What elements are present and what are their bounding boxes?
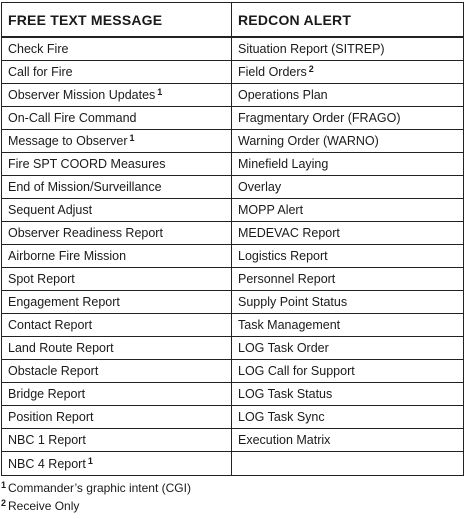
column-header-free-text-message: FREE TEXT MESSAGE <box>2 3 232 38</box>
redcon-alert-cell <box>232 199 464 222</box>
free-text-message-cell <box>2 268 232 291</box>
cell-label: Fragmentary Order (FRAGO) <box>238 111 401 125</box>
table-header-row <box>2 3 464 38</box>
footnote <box>1 479 191 497</box>
table-row <box>2 222 464 245</box>
table-row <box>2 337 464 360</box>
cell-label: MOPP Alert <box>238 203 304 217</box>
cell-label: Warning Order (WARNO) <box>238 134 379 148</box>
table-row <box>2 291 464 314</box>
free-text-message-cell <box>2 130 232 153</box>
cell-label: Engagement Report <box>8 295 120 309</box>
cell-label: Observer Readiness Report <box>8 226 163 240</box>
cell-label: Position Report <box>8 410 94 424</box>
free-text-message-cell <box>2 360 232 383</box>
redcon-alert-cell <box>232 107 464 130</box>
table-row <box>2 153 464 176</box>
cell-label: Minefield Laying <box>238 157 329 171</box>
cell-label: Operations Plan <box>238 88 328 102</box>
cell-label: Task Management <box>238 318 341 332</box>
table-row <box>2 37 464 61</box>
free-text-message-cell <box>2 37 232 61</box>
free-text-message-cell <box>2 406 232 429</box>
redcon-alert-cell <box>232 268 464 291</box>
column-header-redcon-alert: REDCON ALERT <box>232 3 464 38</box>
cell-label: Bridge Report <box>8 387 86 401</box>
redcon-alert-cell <box>232 429 464 452</box>
free-text-message-cell <box>2 84 232 107</box>
cell-label: Supply Point Status <box>238 295 348 309</box>
redcon-alert-cell <box>232 245 464 268</box>
cell-label: End of Mission/Surveillance <box>8 180 162 194</box>
cell-label: Contact Report <box>8 318 93 332</box>
redcon-alert-cell <box>232 130 464 153</box>
cell-label: LOG Task Sync <box>238 410 325 424</box>
cell-label: Sequent Adjust <box>8 203 93 217</box>
redcon-alert-cell <box>232 406 464 429</box>
free-text-message-cell <box>2 383 232 406</box>
table-row <box>2 84 464 107</box>
message-types-table <box>1 2 464 476</box>
redcon-alert-cell <box>232 37 464 61</box>
cell-label: On-Call Fire Command <box>8 111 137 125</box>
cell-label: Fire SPT COORD Measures <box>8 157 166 171</box>
footnote-reference: 1 <box>157 87 163 97</box>
cell-label: Overlay <box>238 180 282 194</box>
table-row <box>2 406 464 429</box>
table-row <box>2 314 464 337</box>
free-text-message-cell <box>2 429 232 452</box>
table-row <box>2 130 464 153</box>
cell-label: LOG Call for Support <box>238 364 355 378</box>
footnote-text: Receive Only <box>8 499 80 513</box>
table-body <box>2 37 464 476</box>
table-row <box>2 199 464 222</box>
free-text-message-cell <box>2 199 232 222</box>
footnote <box>1 497 191 515</box>
free-text-message-cell <box>2 107 232 130</box>
free-text-message-cell <box>2 314 232 337</box>
redcon-alert-cell <box>232 314 464 337</box>
footnote-reference: 2 <box>308 64 314 74</box>
free-text-message-cell <box>2 61 232 84</box>
table-row <box>2 176 464 199</box>
redcon-alert-cell <box>232 176 464 199</box>
free-text-message-cell <box>2 291 232 314</box>
footnote-mark: 2 <box>1 498 7 508</box>
free-text-message-cell <box>2 452 232 476</box>
footnote-mark: 1 <box>1 480 7 490</box>
free-text-message-cell <box>2 222 232 245</box>
footnote-reference: 1 <box>87 455 93 466</box>
table-row <box>2 245 464 268</box>
cell-label: Logistics Report <box>238 249 328 263</box>
cell-label: Obstacle Report <box>8 364 99 378</box>
table-row <box>2 360 464 383</box>
free-text-message-cell <box>2 153 232 176</box>
cell-label: Observer Mission Updates <box>8 88 156 102</box>
cell-label: MEDEVAC Report <box>238 226 340 240</box>
cell-label: NBC 4 Report <box>8 456 86 471</box>
table-row <box>2 61 464 84</box>
redcon-alert-cell <box>232 383 464 406</box>
cell-label: Call for Fire <box>8 65 73 79</box>
cell-label: Situation Report (SITREP) <box>238 42 385 56</box>
table-row <box>2 268 464 291</box>
redcon-alert-cell <box>232 84 464 107</box>
footnote-text: Commander’s graphic intent (CGI) <box>8 481 191 495</box>
redcon-alert-cell <box>232 360 464 383</box>
redcon-alert-cell <box>232 337 464 360</box>
cell-label: Land Route Report <box>8 341 114 355</box>
footnote-reference: 1 <box>129 133 135 143</box>
table-row <box>2 383 464 406</box>
cell-label: Personnel Report <box>238 272 336 286</box>
cell-label: Check Fire <box>8 42 69 56</box>
cell-label: Airborne Fire Mission <box>8 249 127 263</box>
cell-label: Field Orders <box>238 65 307 79</box>
cell-label: NBC 1 Report <box>8 433 86 447</box>
cell-label: Spot Report <box>8 272 75 286</box>
redcon-alert-cell <box>232 61 464 84</box>
cell-label: LOG Task Status <box>238 387 333 401</box>
free-text-message-cell <box>2 337 232 360</box>
cell-label: Message to Observer <box>8 134 128 148</box>
cell-label: LOG Task Order <box>238 341 329 355</box>
redcon-alert-cell <box>232 452 464 476</box>
free-text-message-cell <box>2 176 232 199</box>
free-text-message-cell <box>2 245 232 268</box>
table-row <box>2 107 464 130</box>
redcon-alert-cell <box>232 291 464 314</box>
cell-label: Execution Matrix <box>238 433 331 447</box>
redcon-alert-cell <box>232 153 464 176</box>
redcon-alert-cell <box>232 222 464 245</box>
footnotes <box>1 479 191 515</box>
table-row <box>2 452 464 476</box>
table-row <box>2 429 464 452</box>
